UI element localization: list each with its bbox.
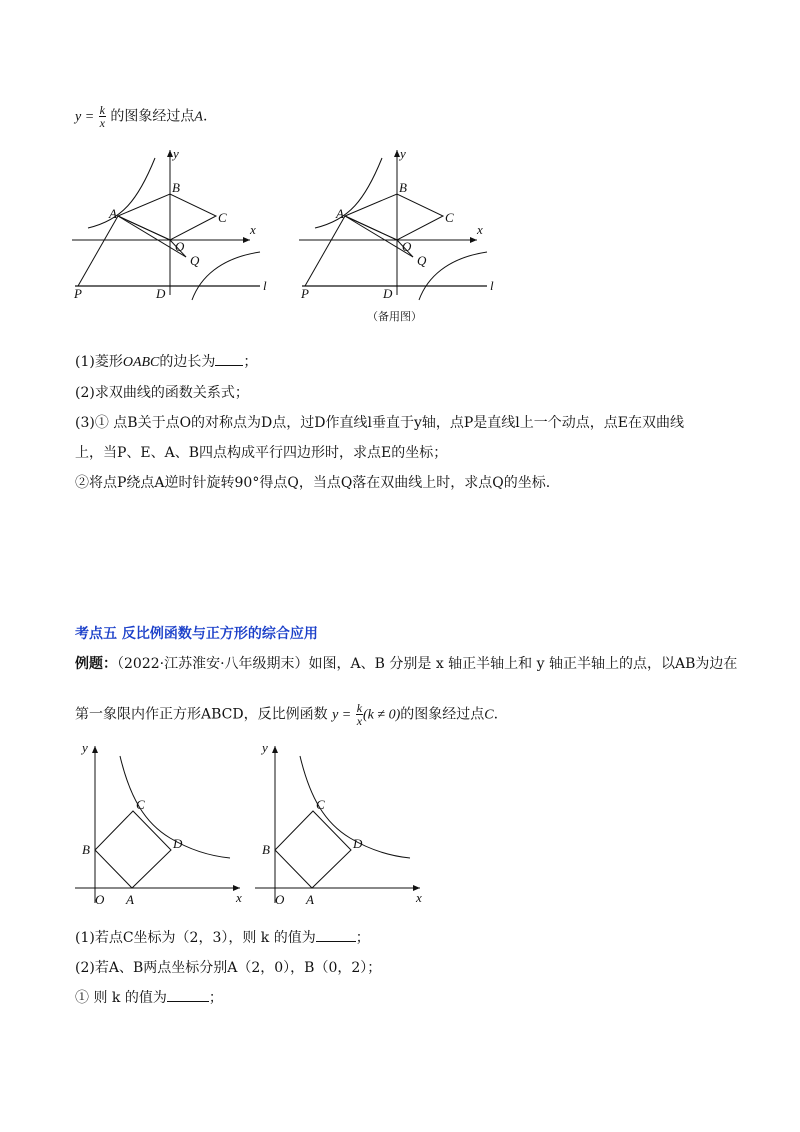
question-2: (2)求双曲线的函数关系式； (75, 385, 249, 401)
fraction-denominator: x (99, 116, 105, 130)
question-3-part1-b: 上，当P、E、A、B四点构成平行四边形时，求点E的坐标； (75, 445, 448, 461)
example-end: . (493, 706, 499, 723)
fig2-label-l: l (490, 278, 494, 293)
example-text-2-suffix: 的图象经过点 (400, 706, 485, 723)
intro-text: 的图象经过点 (110, 108, 195, 125)
question-3-part1-a: (3)① 点B关于点O的对称点为D点，过D作直线l垂直于y轴，点P是直线l上一个动点，点E在双曲线 (75, 415, 684, 431)
example-text-2-prefix: 第一象限内作正方形ABCD，反比例函数 (75, 706, 328, 723)
fig1-label-P: P (74, 286, 82, 301)
example-question-2: (2)若A、B两点坐标分别A（2，0），B（0，2）； (75, 960, 382, 976)
figure-square-1 (70, 738, 250, 913)
fig4-label-y: y (262, 740, 268, 755)
fig4-label-B: B (262, 842, 270, 857)
fig1-label-D: D (156, 286, 166, 301)
q1-suffix: 的边长为 (159, 354, 216, 370)
fraction-numerator: k (99, 103, 105, 117)
fig2-caption: （备用图） (367, 310, 422, 323)
example-condition: (k ≠ 0) (363, 707, 401, 723)
fraction (99, 104, 106, 129)
example-fraction (356, 702, 363, 727)
q1-end: ； (243, 354, 258, 370)
figure-square-2 (250, 738, 430, 913)
fig1-label-l: l (263, 278, 267, 293)
fig4-label-A: A (306, 892, 314, 907)
p3-end: ； (208, 990, 223, 1006)
section-title: 考点五 反比例函数与正方形的综合应用 (75, 626, 318, 642)
fig4-label-x: x (416, 890, 422, 905)
intro-point: A (194, 109, 203, 125)
fig4-label-C: C (316, 797, 325, 812)
example-line-2 (75, 702, 498, 727)
fig4-label-D: D (353, 836, 363, 851)
example-text-1: （2022·江苏淮安·八年级期末）如图，A、B 分别是 x 轴正半轴上和 y 轴正半轴上的点，以AB为边在 (117, 656, 738, 672)
example-fraction-numerator: k (356, 701, 363, 715)
p1-answer-blank[interactable] (316, 929, 356, 942)
example-line-1 (75, 654, 737, 674)
fig1-label-B: B (172, 180, 180, 195)
fig1-label-x: x (250, 222, 256, 237)
fig2-label-y: y (400, 146, 406, 161)
fig2-label-O: O (402, 239, 412, 254)
fig2-label-C: C (445, 210, 454, 225)
example-point: C (484, 707, 494, 723)
q1-prefix: (1)菱形 (75, 354, 123, 370)
fig3-label-x: x (236, 890, 242, 905)
fig3-label-y: y (82, 740, 88, 755)
example-eq-left: y = (332, 707, 352, 723)
fig1-label-y: y (173, 146, 179, 161)
fig1-label-Q: Q (190, 253, 200, 268)
q1-name: OABC (122, 355, 160, 370)
fig3-label-A: A (126, 892, 134, 907)
example-fraction-denominator: x (356, 714, 363, 728)
intro-line (75, 104, 207, 129)
example-question-2-part1 (75, 988, 223, 1008)
fig2-label-x: x (477, 222, 483, 237)
example-label: 例题： (75, 656, 117, 672)
p3-answer-blank[interactable] (167, 989, 209, 1002)
fig1-label-A: A (109, 206, 117, 221)
figure-rhombus-1 (60, 140, 290, 325)
eq-left: y = (75, 109, 95, 125)
fig2-label-B: B (399, 180, 407, 195)
p1-text: (1)若点C坐标为（2，3），则 k 的值为 (75, 930, 316, 946)
intro-end: . (202, 108, 208, 125)
fig3-label-D: D (173, 836, 183, 851)
fig1-label-C: C (218, 210, 227, 225)
q1-answer-blank[interactable] (215, 353, 243, 366)
figure-rhombus-2 (287, 140, 517, 325)
fig4-label-O: O (275, 892, 285, 907)
fig1-label-O: O (175, 239, 185, 254)
fig2-label-P: P (301, 286, 309, 301)
question-1 (75, 352, 257, 373)
example-question-1 (75, 928, 370, 948)
fig3-label-B: B (82, 842, 90, 857)
p1-end: ； (355, 930, 370, 946)
fig2-label-A: A (336, 206, 344, 221)
fig3-label-C: C (136, 797, 145, 812)
question-3-part2: ②将点P绕点A逆时针旋转90°得点Q，当点Q落在双曲线上时，求点Q的坐标. (75, 475, 551, 491)
fig2-label-Q: Q (417, 253, 427, 268)
p3-text: ① 则 k 的值为 (75, 990, 167, 1006)
fig3-label-O: O (95, 892, 105, 907)
fig2-label-D: D (383, 286, 393, 301)
